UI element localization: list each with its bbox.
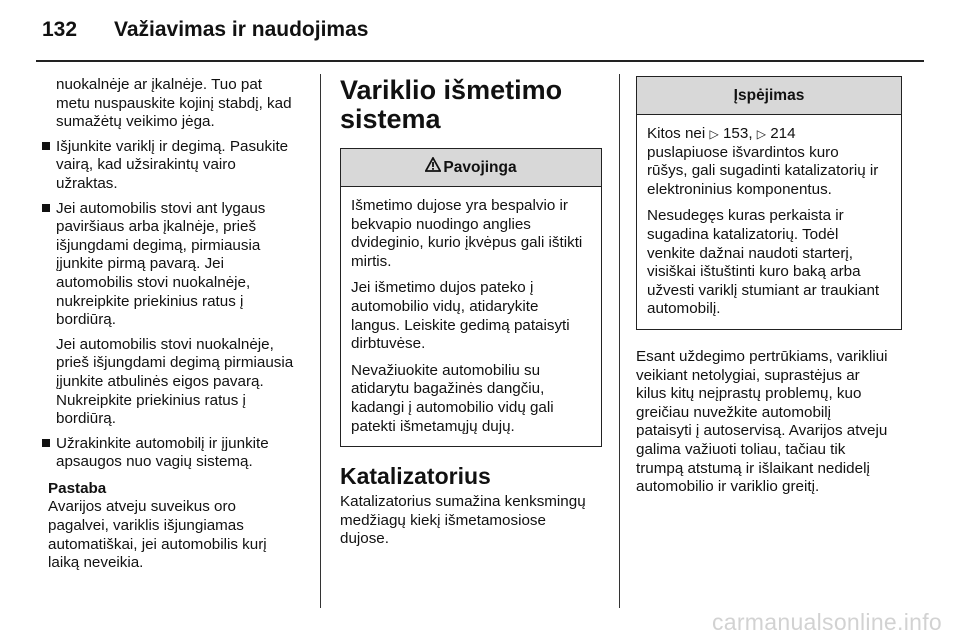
section-title: Važiavimas ir naudojimas [114,18,369,41]
column-1 [44,76,312,573]
text-line: langus. Leiskite gedimą pataisyti [351,316,570,334]
text-line: išjungdami degimą, pirmiausia [56,236,261,254]
text-line: Kitos nei ▷ 153, ▷ 214 [647,125,796,142]
warning-box-header [637,77,901,115]
text-line: Nevažiuokite automobiliu su [351,361,541,379]
text-line: dirbtuvėse. [351,335,426,353]
text-line: pataisyti į autoservisą. Avarijos atveju [636,422,888,440]
heading-line: sistema [340,104,441,134]
text-line: bordiūrą. [56,410,116,428]
text-line: prieš išjungdami degimą pirmiausia [56,354,294,372]
text-line: automobilis stovi nuokalnėje, [56,273,251,291]
text-line: kadangi į automobilio vidų gali [351,398,554,416]
text-line: Esant uždegimo pertrūkiams, varikliui [636,347,888,365]
text-line: puslapiuose išvardintos kuro [647,143,839,161]
text-line: Išjunkite variklį ir degimą. Pasukite [56,137,289,155]
paragraph [351,279,593,353]
danger-box-header [341,149,601,187]
danger-title: Pavojinga [443,159,517,176]
heading-line: Variklio išmetimo [340,75,563,105]
watermark: carmanualsonline.info [711,609,942,635]
page-ref-arrow-icon: ▷ [756,127,766,141]
column-2 [340,76,602,549]
warning-box [636,76,902,330]
column-divider-1 [320,74,321,608]
text-line: Jei automobilis stovi ant lygaus [56,199,266,217]
bullet-square-icon [42,142,50,150]
text-line: įjunkite pirmą pavarą. Jei [56,255,224,273]
text-line: sumažėtų veikimo jėga. [56,113,215,131]
text-line: Nukreipkite priekinius ratus į [56,391,246,409]
text-line: užraktas. [56,174,118,192]
text-line: venkite dažnai naudoti starterį, [647,244,853,262]
text-line: paviršiaus arba įkalnėje, prieš [56,218,257,236]
header-rule [36,60,924,62]
text-line: patekti išmetamųjų dujų. [351,417,515,435]
text-line: kilus kitų neįprastų problemų, kuo [636,385,862,403]
text-line: medžiagų kiekį išmetamosiose [340,511,546,529]
text-line: visiškai ištuštinti kuro baką arba [647,263,861,281]
column-divider-2 [619,74,620,608]
section-heading [340,76,602,134]
text-line: pagalvei, variklis išjungiamas [48,517,244,535]
paragraph [351,197,593,271]
paragraph [351,362,593,436]
text-line: dvideginio, kurio įkvėpus gali ištikti [351,234,583,252]
list-item [44,200,312,429]
text-line: Jei automobilis stovi nuokalnėje, [56,335,274,353]
text-line: apsaugos nuo vagių sistemą. [56,453,253,471]
text-line: įjunkite atbulinės eigos pavarą. [56,372,264,390]
text-line: bordiūrą. [56,311,116,329]
bullet-square-icon [42,204,50,212]
warning-triangle-icon [425,149,441,186]
intro-paragraph [44,76,312,132]
text-line: metu nuspauskite kojinį stabdį, kad [56,94,292,112]
page-ref-link[interactable]: 214 [770,125,796,142]
paragraph [647,207,893,319]
text-line: nukreipkite priekinius ratus į [56,292,244,310]
text-line: dujose. [340,530,389,548]
text-fragment: Kitos nei [647,125,706,142]
text-line: sugadina katalizatorių. Todėl [647,225,839,243]
danger-box [340,148,602,447]
text-line: greičiau nuvežkite automobilį [636,403,832,421]
catalyst-heading: Katalizatorius [340,463,491,490]
column-3 [636,76,902,497]
text-line: Katalizatorius sumažina kenksmingų [340,493,586,511]
warning-box-body [637,115,901,329]
text-line: galima važiuoti toliau, tačiau tik [636,440,846,458]
list-item [44,435,312,472]
page-header [36,16,924,56]
sub-paragraph [56,336,312,429]
note-block [44,480,312,573]
danger-box-body [341,187,601,446]
text-line: Užrakinkite automobilį ir įjunkite [56,434,269,452]
text-line: vairą, kad užsirakintų vairo [56,156,236,174]
text-line: automobilio vidų, atidarykite [351,297,539,315]
text-line: automatiškai, jei automobilis kurį [48,535,267,553]
body-paragraph [636,348,902,497]
text-line: automobilio ir variklio greitį. [636,478,820,496]
text-line: veikiant netolygiai, suprastėjus ar [636,366,860,384]
page-ref-link[interactable]: 153 [722,125,749,142]
note-label: Pastaba [48,479,107,497]
text-line: Išmetimo dujose yra bespalvio ir [351,197,568,214]
text-line: laiką neveikia. [48,554,144,572]
page-ref-arrow-icon: ▷ [709,127,719,141]
bullet-square-icon [42,439,50,447]
page-number: 132 [42,18,78,41]
paragraph [647,125,893,199]
text-line: užvesti variklį stumiant ar traukiant [647,281,880,299]
catalyst-paragraph [340,493,602,549]
text-line: Avarijos atveju suveikus oro [48,498,236,516]
text-line: trumpą atstumą ir išlaikant nedidelį [636,459,870,477]
bullet-list [44,138,312,472]
warning-title: Įspėjimas [733,87,805,104]
list-item [44,138,312,194]
text-line: bekvapio nuodingo anglies [351,215,531,233]
text-line: elektroninius komponentus. [647,180,832,198]
text-line: Jei išmetimo dujos pateko į [351,279,534,297]
text-line: rūšys, gali sugadinti katalizatorių ir [647,162,879,180]
text-line: mirtis. [351,252,392,270]
text-line: atidarytu bagažinės dangčiu, [351,380,545,398]
text-line: automobilį. [647,300,721,318]
text-line: nuokalnėje ar įkalnėje. Tuo pat [56,76,263,93]
text-line: Nesudegęs kuras perkaista ir [647,207,844,225]
